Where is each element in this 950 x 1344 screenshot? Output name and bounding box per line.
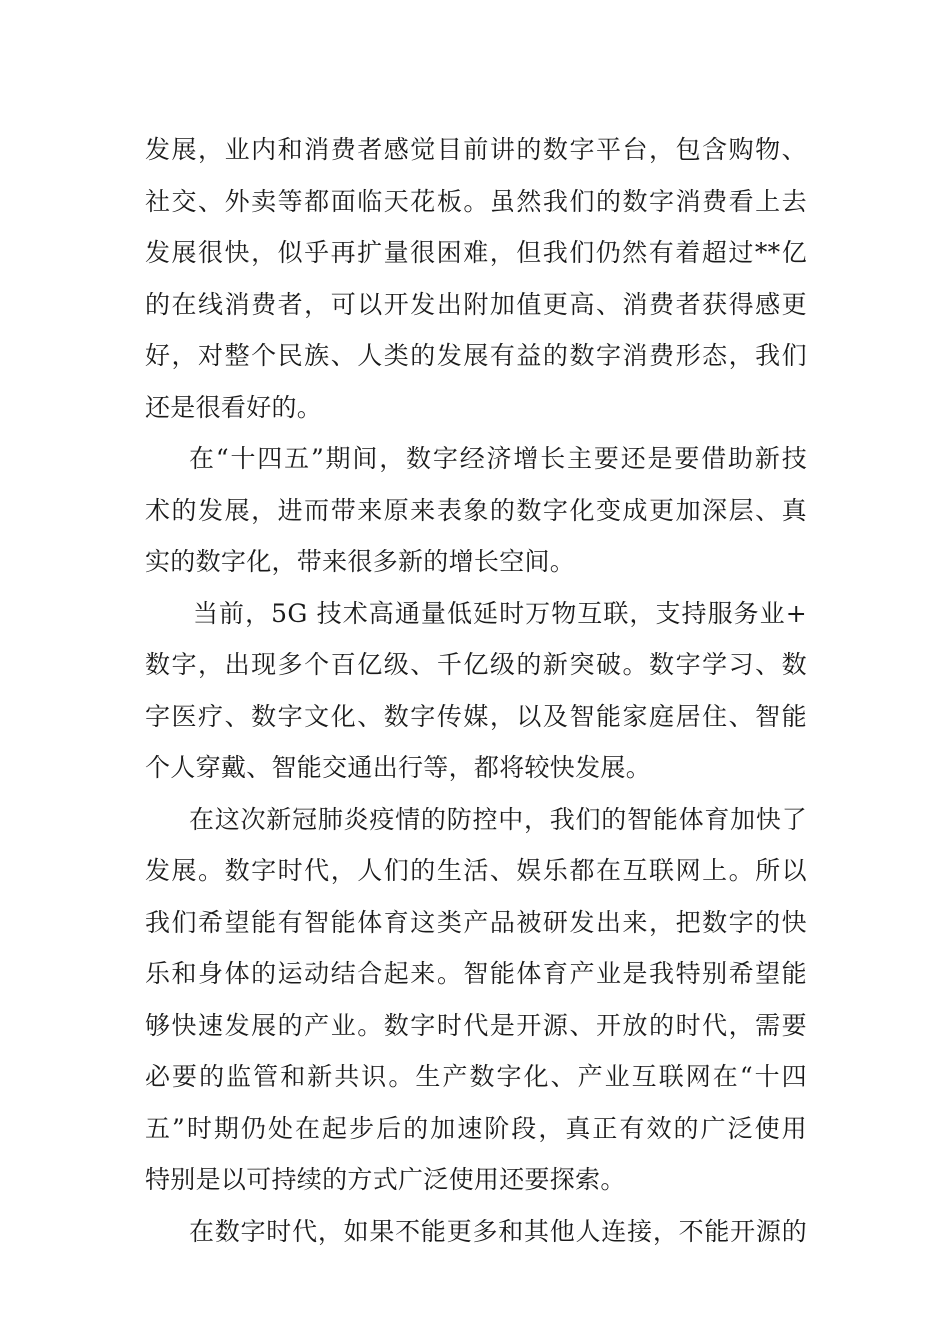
text-line: 发展。数字时代，人们的生活、娱乐都在互联网上。所以	[145, 856, 807, 885]
text-line: 特别是以可持续的方式广泛使用还要探索。	[145, 1165, 626, 1194]
paragraph-start-line: 在“十四五”期间，数字经济增长主要还是要借助新技	[189, 444, 807, 473]
text-line: 术的发展，进而带来原来表象的数字化变成更加深层、真	[145, 495, 807, 525]
paragraph-start-line: 当前，5G 技术高通量低延时万物互联，支持服务业+	[193, 598, 807, 628]
text-line: 五”时期仍处在起步后的加速阶段，真正有效的广泛使用	[145, 1113, 807, 1143]
text-line: 我们希望能有智能体育这类产品被研发出来，把数字的快	[145, 907, 807, 937]
text-line: 字医疗、数字文化、数字传媒，以及智能家庭居住、智能	[145, 701, 807, 731]
text-line: 乐和身体的运动结合起来。智能体育产业是我特别希望能	[145, 959, 807, 988]
text-line: 够快速发展的产业。数字时代是开源、开放的时代，需要	[145, 1010, 807, 1040]
text-line: 必要的监管和新共识。生产数字化、产业互联网在“十四	[145, 1062, 807, 1091]
text-line: 的在线消费者，可以开发出附加值更高、消费者获得感更	[145, 289, 807, 319]
text-line: 实的数字化，带来很多新的增长空间。	[145, 547, 576, 576]
text-line: 社交、外卖等都面临天花板。虽然我们的数字消费看上去	[145, 186, 807, 216]
text-line: 发展很快，似乎再扩量很困难，但我们仍然有着超过**亿	[145, 238, 807, 267]
text-line: 发展，业内和消费者感觉目前讲的数字平台，包含购物、	[145, 135, 807, 164]
paragraph-start-line: 在这次新冠肺炎疫情的防控中，我们的智能体育加快了	[189, 804, 807, 834]
paragraph-start-line: 在数字时代，如果不能更多和其他人连接，不能开源的	[189, 1216, 807, 1246]
text-line: 个人穿戴、智能交通出行等，都将较快发展。	[145, 753, 652, 782]
text-line: 数字，出现多个百亿级、千亿级的新突破。数字学习、数	[145, 650, 807, 679]
body-text	[145, 124, 807, 1257]
text-line: 好，对整个民族、人类的发展有益的数字消费形态，我们	[145, 341, 807, 370]
text-line: 还是很看好的。	[145, 392, 323, 422]
